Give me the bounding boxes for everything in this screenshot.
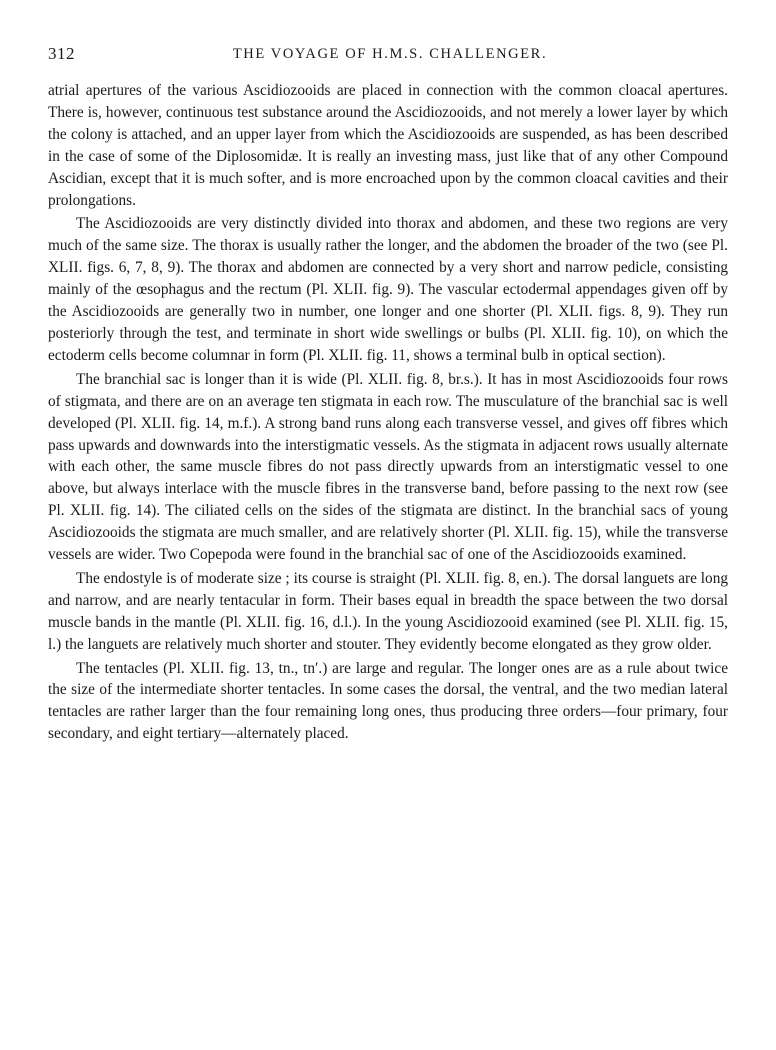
paragraph-branchial-sac: The branchial sac is longer than it is wide (Pl. XLII. fig. 8, br.s.). It has in most Ascidiozooids four rows of stigmata, and there are on an average ten stigmata in each row. The musculature of the branchial sac is well developed (Pl. XLII. fig. 14, m.f.). A strong band runs along each transverse vessel, and gives off fibres which pass upwards and downwards into the interstigmatic vessels. As the stigmata in adjacent rows usually alternate with each other, the same muscle fibres do not pass directly upwards from an interstigmatic vessel to one above, but always interlace with the muscle fibres in the transverse band, before passing to the next row (see Pl. XLII. fig. 14). The ciliated cells on the sides of the stigmata are distinct. In the branchial sacs of young Ascidiozooids the stigmata are much smaller, and are relatively shorter (Pl. XLII. fig. 15), while the transverse vessels are wider. Two Copepoda were found in the branchial sac of one of the Ascidiozooids examined. (48, 370, 728, 564)
paragraph-thorax-abdomen: The Ascidiozooids are very distinctly divided into thorax and abdomen, and these two regions are very much of the same size. The thorax is usually rather the longer, and the abdomen the broader of the two (see Pl. XLII. figs. 6, 7, 8, 9). The thorax and abdomen are connected by a very short and narrow pedicle, consisting mainly of the œsophagus and the rectum (Pl. XLII. fig. 9). The vascular ectodermal appendages given off by the Ascidiozooids are generally two in number, one longer and one shorter (Pl. XLII. figs. 8, 9). They run posteriorly through the test, and terminate in short wide swellings or bulbs (Pl. XLII. fig. 10), on which the ectoderm cells become columnar in form (Pl. XLII. fig. 11, shows a terminal bulb in optical section). (48, 215, 728, 364)
running-title: THE VOYAGE OF H.M.S. CHALLENGER. (232, 46, 548, 62)
paragraph-endostyle: The endostyle is of moderate size ; its course is straight (Pl. XLII. fig. 8, en.). The dorsal languets are long and narrow, and are nearly tentacular in form. Their bases equal in breadth the space between the two dorsal muscle bands in the mantle (Pl. XLII. fig. 16, d.l.). In the young Ascidiozooid examined (see Pl. XLII. fig. 15, l.) the languets are relatively much shorter and stouter. They evidently become elongated as they grow older. (48, 569, 728, 653)
page-header (48, 44, 732, 66)
paragraph-tentacles: The tentacles (Pl. XLII. fig. 13, tn., tn′.) are large and regular. The longer ones are as a rule about twice the size of the intermediate shorter tentacles. In some cases the dorsal, the ventral, and the two median lateral tentacles are rather larger than the four remaining long ones, thus producing three orders—four primary, four secondary, and eight tertiary—alternately placed. (48, 659, 728, 743)
page-number: 312 (48, 44, 75, 63)
paragraph-continuation: atrial apertures of the various Ascidiozooids are placed in connection with the common cloacal apertures. There is, however, continuous test substance around the Ascidiozooids, and not merely a lower layer by which the colony is attached, and an upper layer from which the Ascidiozooids are suspended, as has been described in the case of some of the Diplosomidæ. It is really an investing mass, just like that of any other Compound Ascidian, except that it is much softer, and is more encroached upon by the common cloacal cavities and their prolongations. (48, 82, 728, 209)
body-text (48, 80, 728, 747)
